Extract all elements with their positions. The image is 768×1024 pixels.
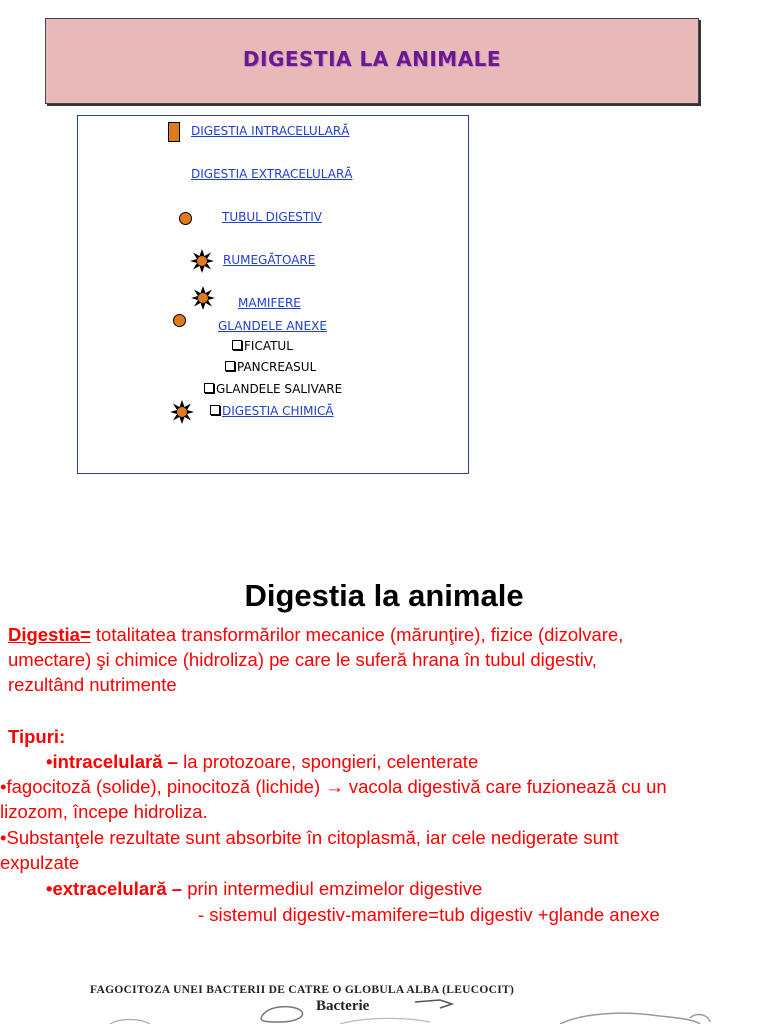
checkbox-square-icon (232, 340, 242, 350)
toc-link-digestia-chimica[interactable]: DIGESTIA CHIMICĂ (222, 404, 334, 418)
starburst-icon (190, 249, 214, 273)
definition-line-1 (8, 622, 768, 647)
toc-link-extracelulara[interactable]: DIGESTIA EXTRACELULARĂ (191, 167, 353, 181)
definition-text: totalitatea transformărilor mecanice (mărunţire), fizice (dizolvare, (90, 624, 624, 645)
intracelulara-text: la protozoare, spongieri, celenterate (177, 751, 479, 772)
extracelulara-text: prin intermediul emzimelor digestive (182, 878, 483, 899)
orange-rectangle-icon (168, 122, 180, 142)
toc-item-glandele-salivare: GLANDELE SALIVARE (216, 382, 343, 396)
figure-caption: FAGOCITOZA UNEI BACTERII DE CATRE O GLOBULA ALBA (LEUCOCIT) (90, 984, 515, 996)
toc-link-tubul-digestiv[interactable]: TUBUL DIGESTIV (222, 210, 322, 224)
title-banner (45, 18, 699, 104)
fagocitoza-line-2: lizozom, începe hidroliza. (0, 801, 208, 822)
toc-item-pancreasul: PANCREASUL (237, 360, 317, 374)
checkbox-square-icon (204, 383, 214, 393)
definition-line-2: umectare) şi chimice (hidroliza) pe care le suferă hrana în tubul digestiv, (8, 649, 597, 670)
sistem-digestiv-line: - sistemul digestiv-mamifere=tub digestiv +glande anexe (198, 904, 660, 925)
fagocitoza-line-1: •fagocitoză (solide), pinocitoză (lichide) → vacola digestivă care fuzionează cu un (0, 776, 667, 797)
toc-panel (77, 115, 469, 474)
intracelulara-label: •intracelulară – (46, 751, 178, 772)
starburst-icon (170, 399, 194, 425)
orange-circle-icon (179, 212, 192, 225)
banner-title: DIGESTIA LA ANIMALE (242, 47, 502, 71)
starburst-icon (191, 286, 215, 310)
toc-link-glandele-anexe[interactable]: GLANDELE ANEXE (218, 319, 327, 333)
definition-line-3: rezultând nutrimente (8, 674, 177, 695)
substante-line-1: •Substanţele rezultate sunt absorbite în citoplasmă, iar cele nedigerate sunt (0, 827, 619, 848)
toc-link-intracelulara[interactable]: DIGESTIA INTRACELULARĂ (191, 124, 350, 138)
substante-line-2: expulzate (0, 852, 80, 873)
definition-term: Digestia= (8, 624, 91, 645)
extracelulara-line (46, 876, 768, 901)
toc-item-ficatul: FICATUL (244, 339, 293, 353)
phagocytosis-illustration (0, 996, 768, 1024)
toc-link-mamifere[interactable]: MAMIFERE (238, 296, 301, 310)
extracelulara-label: •extracelulară – (46, 878, 183, 899)
intracelulara-line (46, 749, 768, 774)
slide-title: Digestia la animale (244, 578, 524, 613)
checkbox-square-icon (210, 405, 220, 415)
tipuri-heading: Tipuri: (8, 726, 66, 747)
toc-link-rumegatoare[interactable]: RUMEGĂTOARE (223, 253, 316, 267)
checkbox-square-icon (225, 361, 235, 371)
orange-circle-icon (173, 314, 186, 327)
figure-label-bacterie: Bacterie (316, 998, 370, 1014)
